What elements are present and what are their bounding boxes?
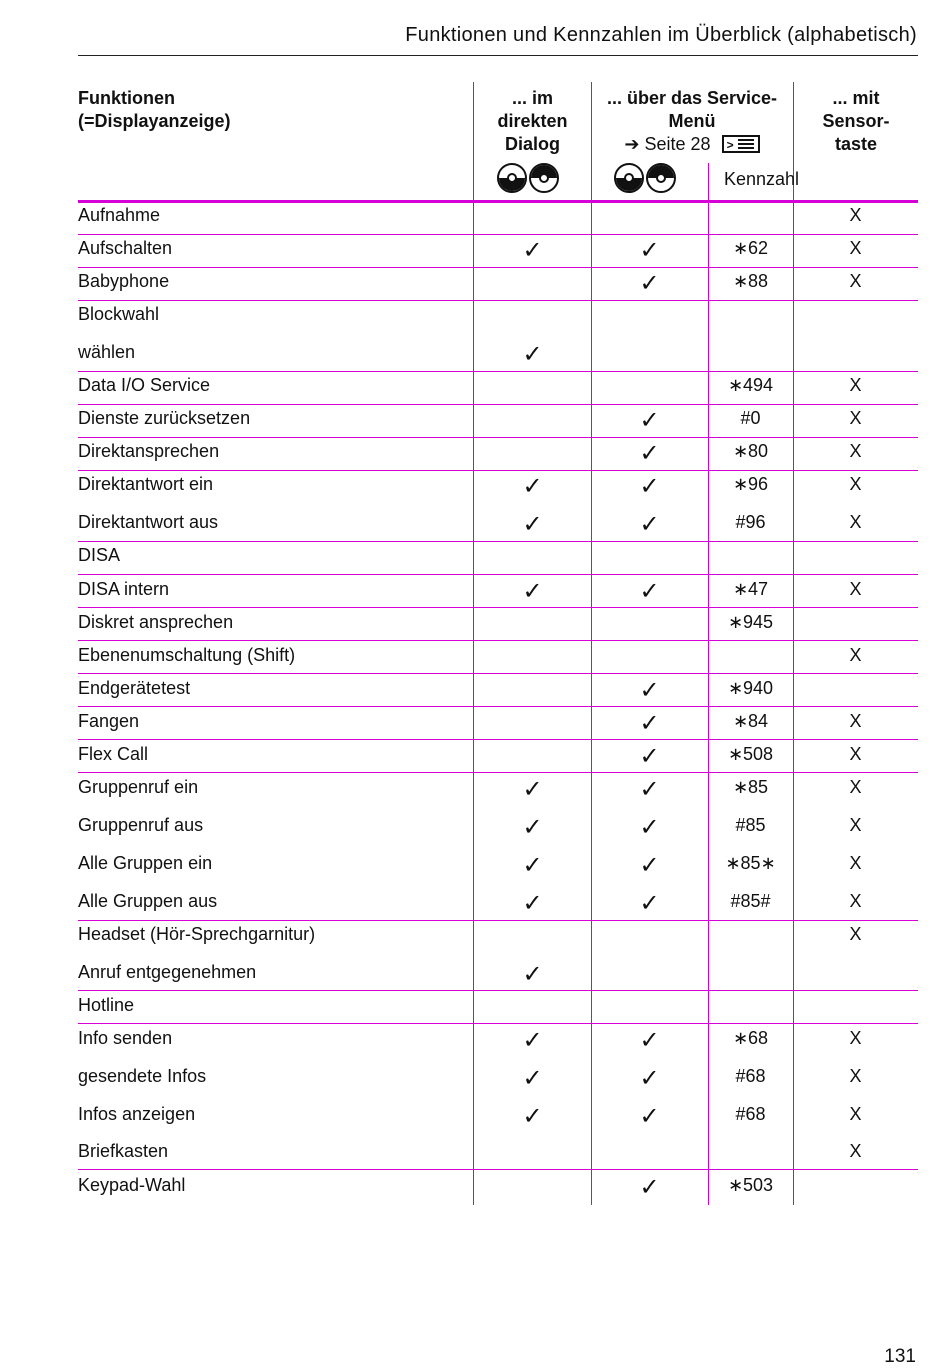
service-menu-cell bbox=[591, 777, 708, 802]
function-name: Ebenenumschaltung (Shift) bbox=[78, 645, 296, 665]
kennzahl-cell: ∗62 bbox=[732, 238, 769, 258]
column-header-service-menu bbox=[591, 87, 793, 156]
checkmark-icon: ✓ bbox=[639, 578, 660, 605]
service-menu-cell bbox=[591, 512, 708, 537]
direct-dialog-cell bbox=[474, 815, 591, 840]
dialog-header-line: Dialog bbox=[504, 134, 560, 154]
header-rule bbox=[78, 55, 918, 56]
sensor-key-cell: X bbox=[849, 271, 862, 291]
row-separator bbox=[78, 541, 918, 542]
checkmark-icon: ✓ bbox=[639, 1174, 660, 1201]
checkmark-icon: ✓ bbox=[639, 270, 660, 297]
direct-dialog-cell bbox=[474, 962, 591, 987]
function-name: Flex Call bbox=[78, 744, 149, 764]
function-name: Gruppenruf aus bbox=[78, 815, 204, 835]
function-name: DISA bbox=[78, 545, 121, 565]
column-header-sensor-key bbox=[794, 87, 918, 156]
checkmark-icon: ✓ bbox=[522, 511, 543, 538]
row-separator bbox=[78, 990, 918, 991]
kennzahl-cell: ∗47 bbox=[732, 579, 769, 599]
sensor-key-cell: X bbox=[849, 474, 862, 494]
direct-dialog-cell bbox=[474, 853, 591, 878]
checkmark-icon: ✓ bbox=[522, 852, 543, 879]
sensor-key-cell: X bbox=[849, 891, 862, 911]
service-menu-cell bbox=[591, 1104, 708, 1129]
kennzahl-cell: #0 bbox=[740, 408, 761, 428]
checkmark-icon: ✓ bbox=[639, 237, 660, 264]
function-name: Aufschalten bbox=[78, 238, 173, 258]
sensor-key-cell: X bbox=[849, 408, 862, 428]
checkmark-icon: ✓ bbox=[639, 852, 660, 879]
checkmark-icon: ✓ bbox=[522, 1027, 543, 1054]
checkmark-icon: ✓ bbox=[522, 237, 543, 264]
menu-header-reference bbox=[591, 133, 793, 156]
sensor-key-cell: X bbox=[849, 711, 862, 731]
function-name: Anruf entgegenehmen bbox=[78, 962, 257, 982]
function-name: Endgerätetest bbox=[78, 678, 191, 698]
function-name: Direktansprechen bbox=[78, 441, 220, 461]
checkmark-icon: ✓ bbox=[639, 440, 660, 467]
row-separator bbox=[78, 267, 918, 268]
page-header-title: Funktionen und Kennzahlen im Überblick (alphabetisch) bbox=[405, 24, 917, 46]
kennzahl-cell: #85# bbox=[730, 891, 771, 911]
checkmark-icon: ✓ bbox=[522, 1065, 543, 1092]
page-reference: ➔ Seite 28 bbox=[624, 134, 711, 154]
row-separator bbox=[78, 574, 918, 575]
checkmark-icon: ✓ bbox=[522, 890, 543, 917]
column-header-functions bbox=[78, 87, 231, 133]
function-name: Hotline bbox=[78, 995, 135, 1015]
function-name: Dienste zurücksetzen bbox=[78, 408, 251, 428]
kennzahl-cell: ∗88 bbox=[732, 271, 769, 291]
column-header-dialog bbox=[474, 87, 591, 156]
kennzahl-cell: ∗85 bbox=[732, 777, 769, 797]
checkmark-icon: ✓ bbox=[522, 341, 543, 368]
navigation-down-icon bbox=[497, 163, 527, 193]
function-name: Aufnahme bbox=[78, 205, 161, 225]
row-separator bbox=[78, 1023, 918, 1024]
function-name: Diskret ansprechen bbox=[78, 612, 234, 632]
sensor-header-line: Sensor- bbox=[822, 111, 890, 131]
sensor-key-cell: X bbox=[849, 579, 862, 599]
checkmark-icon: ✓ bbox=[522, 473, 543, 500]
kennzahl-cell: ∗940 bbox=[727, 678, 774, 698]
sensor-key-cell: X bbox=[849, 205, 862, 225]
checkmark-icon: ✓ bbox=[639, 1027, 660, 1054]
row-separator bbox=[78, 234, 918, 235]
function-name: Alle Gruppen ein bbox=[78, 853, 213, 873]
sensor-key-cell: X bbox=[849, 744, 862, 764]
row-separator bbox=[78, 300, 918, 301]
kennzahl-cell: #68 bbox=[735, 1066, 766, 1086]
function-name: Babyphone bbox=[78, 271, 170, 291]
direct-dialog-cell bbox=[474, 1028, 591, 1053]
service-menu-cell bbox=[591, 711, 708, 736]
row-separator bbox=[78, 1169, 918, 1170]
service-menu-cell bbox=[591, 853, 708, 878]
checkmark-icon: ✓ bbox=[522, 961, 543, 988]
kennzahl-cell: #68 bbox=[735, 1104, 766, 1124]
dialog-header-line: direkten bbox=[497, 111, 568, 131]
checkmark-icon: ✓ bbox=[522, 814, 543, 841]
row-separator bbox=[78, 706, 918, 707]
service-menu-cell bbox=[591, 1028, 708, 1053]
navigation-up-icon bbox=[646, 163, 676, 193]
kennzahl-cell: ∗84 bbox=[732, 711, 769, 731]
function-name: Gruppenruf ein bbox=[78, 777, 199, 797]
checkmark-icon: ✓ bbox=[639, 677, 660, 704]
sensor-key-cell: X bbox=[849, 815, 862, 835]
dialog-header-line: ... im bbox=[511, 88, 553, 108]
function-name: Direktantwort ein bbox=[78, 474, 214, 494]
checkmark-icon: ✓ bbox=[522, 1103, 543, 1130]
row-separator bbox=[78, 437, 918, 438]
service-menu-cell bbox=[591, 271, 708, 296]
sensor-key-cell: X bbox=[849, 375, 862, 395]
function-name: gesendete Infos bbox=[78, 1066, 207, 1086]
kennzahl-cell: ∗508 bbox=[727, 744, 774, 764]
menu-header-line: ... über das Service-Menü bbox=[606, 88, 778, 131]
sensor-key-cell: X bbox=[849, 1104, 862, 1124]
checkmark-icon: ✓ bbox=[522, 578, 543, 605]
row-separator bbox=[78, 640, 918, 641]
functions-header-line: (=Displayanzeige) bbox=[78, 111, 231, 131]
function-name: Fangen bbox=[78, 711, 140, 731]
service-menu-cell bbox=[591, 1066, 708, 1091]
checkmark-icon: ✓ bbox=[522, 776, 543, 803]
service-menu-cell bbox=[591, 408, 708, 433]
kennzahl-cell: ∗68 bbox=[732, 1028, 769, 1048]
function-name: Keypad-Wahl bbox=[78, 1175, 186, 1195]
service-menu-cell bbox=[591, 678, 708, 703]
service-menu-cell bbox=[591, 1175, 708, 1200]
checkmark-icon: ✓ bbox=[639, 776, 660, 803]
sensor-key-cell: X bbox=[849, 1028, 862, 1048]
checkmark-icon: ✓ bbox=[639, 473, 660, 500]
direct-dialog-cell bbox=[474, 1066, 591, 1091]
function-name: Direktantwort aus bbox=[78, 512, 219, 532]
sensor-header-line: taste bbox=[834, 134, 878, 154]
direct-dialog-cell bbox=[474, 512, 591, 537]
sensor-key-cell: X bbox=[849, 441, 862, 461]
row-separator bbox=[78, 772, 918, 773]
sensor-key-cell: X bbox=[849, 1141, 862, 1161]
kennzahl-cell: #96 bbox=[735, 512, 766, 532]
checkmark-icon: ✓ bbox=[639, 1103, 660, 1130]
direct-dialog-cell bbox=[474, 891, 591, 916]
function-name: wählen bbox=[78, 342, 136, 362]
checkmark-icon: ✓ bbox=[639, 710, 660, 737]
page-number: 131 bbox=[884, 1346, 916, 1367]
checkmark-icon: ✓ bbox=[639, 814, 660, 841]
service-menu-cell bbox=[591, 474, 708, 499]
sensor-key-cell: X bbox=[849, 1066, 862, 1086]
sensor-key-cell: X bbox=[849, 238, 862, 258]
navigation-key-icon bbox=[497, 163, 559, 193]
checkmark-icon: ✓ bbox=[639, 1065, 660, 1092]
checkmark-icon: ✓ bbox=[639, 511, 660, 538]
sensor-key-cell: X bbox=[849, 777, 862, 797]
row-separator bbox=[78, 371, 918, 372]
row-separator bbox=[78, 920, 918, 921]
service-menu-cell bbox=[591, 891, 708, 916]
direct-dialog-cell bbox=[474, 777, 591, 802]
sensor-key-cell: X bbox=[849, 645, 862, 665]
function-name: Data I/O Service bbox=[78, 375, 211, 395]
navigation-down-icon bbox=[614, 163, 644, 193]
function-name: Briefkasten bbox=[78, 1141, 169, 1161]
direct-dialog-cell bbox=[474, 474, 591, 499]
checkmark-icon: ✓ bbox=[639, 890, 660, 917]
menu-key-icon: > bbox=[722, 135, 760, 153]
service-menu-cell bbox=[591, 441, 708, 466]
kennzahl-cell: ∗945 bbox=[727, 612, 774, 632]
row-separator bbox=[78, 673, 918, 674]
direct-dialog-cell bbox=[474, 342, 591, 367]
column-header-kennzahl: Kennzahl bbox=[724, 169, 800, 189]
service-menu-cell bbox=[591, 744, 708, 769]
row-separator bbox=[78, 739, 918, 740]
direct-dialog-cell bbox=[474, 238, 591, 263]
function-name: Blockwahl bbox=[78, 304, 160, 324]
row-separator bbox=[78, 404, 918, 405]
row-separator bbox=[78, 470, 918, 471]
function-name: Info senden bbox=[78, 1028, 173, 1048]
sensor-header-line: ... mit bbox=[832, 88, 880, 108]
kennzahl-cell: ∗80 bbox=[732, 441, 769, 461]
kennzahl-cell: #85 bbox=[735, 815, 766, 835]
service-menu-cell bbox=[591, 815, 708, 840]
navigation-key-icon bbox=[614, 163, 676, 193]
kennzahl-cell: ∗85∗ bbox=[725, 853, 776, 873]
kennzahl-cell: ∗494 bbox=[727, 375, 774, 395]
header-separator bbox=[78, 200, 918, 203]
function-name: DISA intern bbox=[78, 579, 170, 599]
sensor-key-cell: X bbox=[849, 512, 862, 532]
direct-dialog-cell bbox=[474, 579, 591, 604]
kennzahl-cell: ∗503 bbox=[727, 1175, 774, 1195]
direct-dialog-cell bbox=[474, 1104, 591, 1129]
navigation-up-icon bbox=[529, 163, 559, 193]
functions-header-line: Funktionen bbox=[78, 88, 175, 108]
service-menu-cell bbox=[591, 238, 708, 263]
sensor-key-cell: X bbox=[849, 924, 862, 944]
function-name: Infos anzeigen bbox=[78, 1104, 196, 1124]
row-separator bbox=[78, 607, 918, 608]
checkmark-icon: ✓ bbox=[639, 407, 660, 434]
function-name: Alle Gruppen aus bbox=[78, 891, 218, 911]
sensor-key-cell: X bbox=[849, 853, 862, 873]
kennzahl-cell: ∗96 bbox=[732, 474, 769, 494]
function-name: Headset (Hör-Sprechgarnitur) bbox=[78, 924, 316, 944]
service-menu-cell bbox=[591, 579, 708, 604]
checkmark-icon: ✓ bbox=[639, 743, 660, 770]
